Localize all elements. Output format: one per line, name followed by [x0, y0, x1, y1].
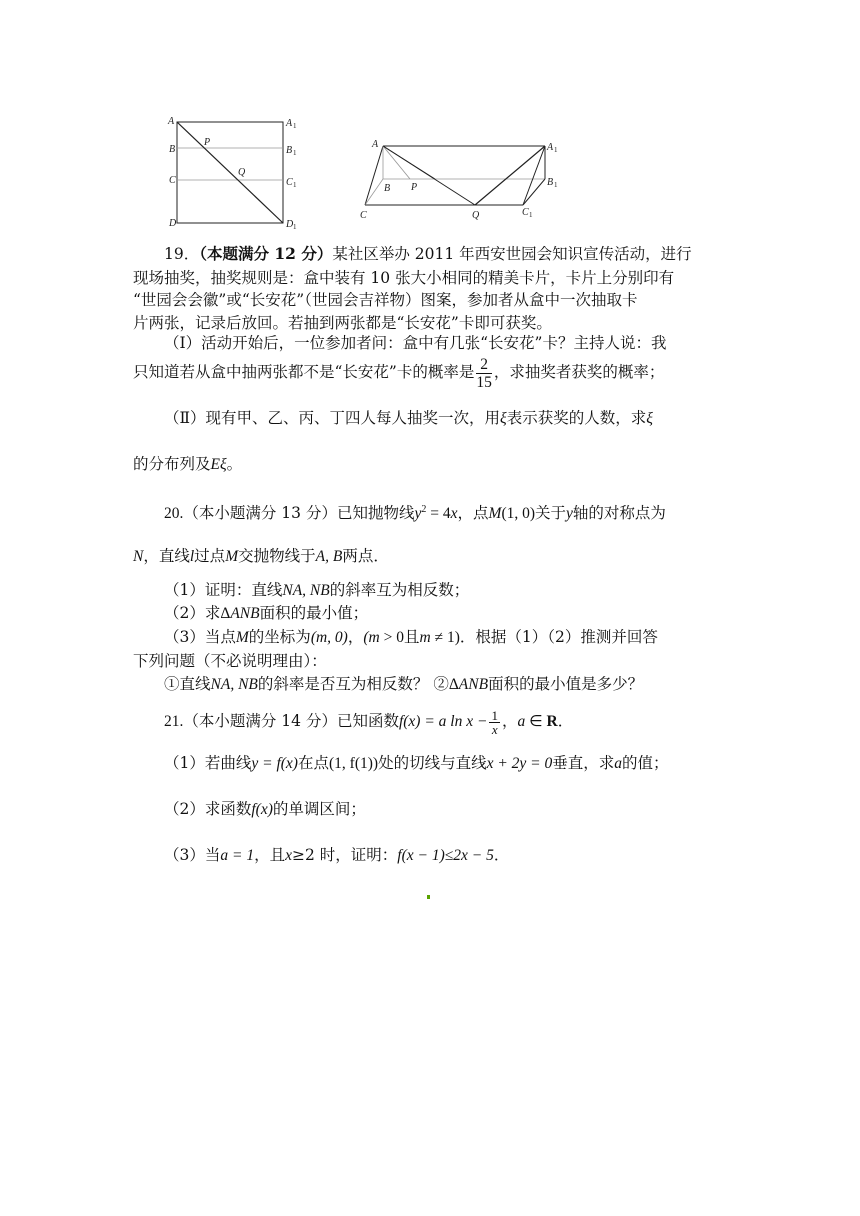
q19-line4: 片两张，记录后放回。若抽到两张都是“长安花”卡即可获奖。 — [133, 314, 552, 332]
q19-text: 某社区举办 2011 年西安世园会知识宣传活动，进行 — [332, 245, 692, 263]
label-B: B — [169, 144, 176, 155]
label-C: C — [360, 210, 367, 221]
label-B1: B — [286, 145, 293, 156]
label-D: D — [169, 218, 177, 229]
green-mark — [427, 895, 430, 899]
q20-line2: N，直线l过点M交抛物线于A, B两点． — [133, 547, 389, 565]
label-Q: Q — [472, 210, 480, 221]
q20-part1: （1）证明：直线NA, NB的斜率互为相反数； — [164, 581, 470, 599]
q20-line1: 20.（本小题满分 13 分）已知抛物线$y^2 = 4x$，点M(1, 0)关于y轴的对称点为 — [164, 504, 666, 523]
svg-text:1: 1 — [293, 149, 297, 157]
q19-part1-line1: （Ⅰ）活动开始后，一位参加者问：盒中有几张“长安花”卡？主持人说：我 — [164, 334, 667, 352]
label-A1: A — [286, 118, 293, 129]
label-C1: C — [286, 177, 293, 188]
svg-text:1: 1 — [554, 181, 558, 189]
q19-part2-line2: 的分布列及Eξ。 — [133, 455, 243, 473]
svg-text:1: 1 — [293, 122, 297, 130]
q20-part3-line2: 下列问题（不必说明理由）： — [133, 652, 327, 670]
label-B: B — [384, 183, 391, 194]
label-Q: Q — [238, 167, 246, 178]
q20-part3-line3: ①直线NA, NB的斜率是否互为相反数？ ②ΔANB面积的最小值是多少？ — [164, 675, 644, 693]
figure-right-svg — [355, 136, 570, 228]
label-C1: C — [522, 207, 529, 218]
q19-part1-line2: 只知道若从盒中抽两张都不是“长安花”卡的概率是 $\frac{2}{15}$ ，求抽奖者获奖的概率； — [133, 355, 665, 391]
q19-line1 — [164, 244, 692, 264]
svg-text:1: 1 — [293, 181, 297, 189]
fraction-1-x: $\frac{1}{x}$ — [491, 707, 498, 737]
q21-part1: （1）若曲线y = f(x)在点(1, f(1))处的切线与直线x + 2y = 0垂直，求a的值； — [164, 754, 669, 772]
label-P: P — [204, 137, 211, 148]
fraction-2-15: $\frac{2}{15}$ — [476, 355, 492, 391]
q19-score: （本题满分 12 分） — [199, 244, 333, 263]
q21-part2: （2）求函数f(x)的单调区间； — [164, 800, 366, 818]
label-A: A — [168, 116, 175, 127]
q20-part3-line1: （3）当点M的坐标为(m, 0)，(m > 0且m ≠ 1)．根据（1）（2）推测并回答 — [164, 628, 658, 646]
svg-text:1: 1 — [554, 146, 558, 154]
q19-number: 19． — [164, 245, 200, 263]
label-C: C — [169, 175, 176, 186]
svg-text:1: 1 — [293, 223, 297, 231]
label-A1: A — [547, 142, 554, 153]
figure-left-rectangle — [160, 112, 310, 238]
q20-part2: （2）求ΔANB面积的最小值； — [164, 604, 369, 622]
q19-line3: “世园会会徽”或“长安花”（世园会吉祥物）图案，参加者从盒中一次抽取卡 — [133, 291, 638, 309]
q21-line1: 21.（本小题满分 14 分）已知函数f(x) = a ln x − $\frac{1}{x}$ ，a ∈ R． — [164, 707, 574, 737]
label-D1: D — [286, 219, 294, 230]
q21-part3: （3）当a = 1，且x≥2 时，证明：f(x − 1)≤2x − 5． — [164, 846, 510, 864]
q19-line2: 现场抽奖，抽奖规则是：盒中装有 10 张大小相同的精美卡片，卡片上分别印有 — [133, 269, 675, 287]
label-P: P — [411, 182, 418, 193]
label-A: A — [372, 139, 379, 150]
q19-part2-line1: （Ⅱ）现有甲、乙、丙、丁四人每人抽奖一次，用ξ表示获奖的人数，求ξ — [164, 409, 653, 427]
label-B1: B — [547, 177, 554, 188]
figure-right-prism — [355, 136, 570, 232]
figure-left-svg — [160, 112, 310, 234]
svg-text:1: 1 — [529, 211, 533, 219]
